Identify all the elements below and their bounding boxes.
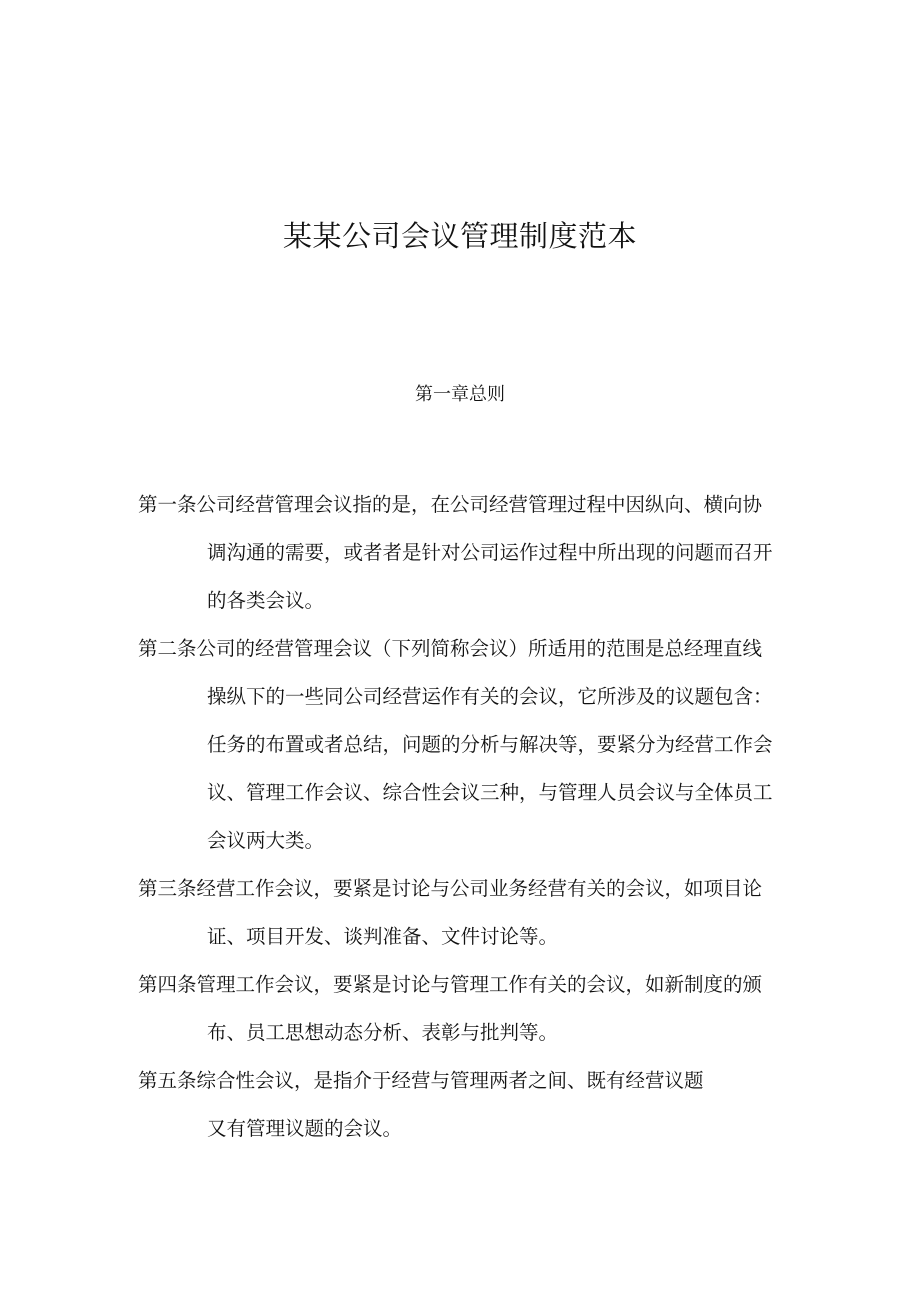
- article-line: 第五条综合性会议，是指介于经营与管理两者之间、既有经营议题: [138, 1069, 704, 1092]
- article-line: 操纵下的一些同公司经营运作有关的会议，它所涉及的议题包含：: [207, 685, 773, 708]
- article-line: 的各类会议。: [207, 589, 325, 612]
- article-line: 第三条经营工作会议，要紧是讨论与公司业务经营有关的会议，如项目论: [138, 877, 763, 900]
- article-line: 证、项目开发、谈判准备、文件讨论等。: [207, 925, 559, 948]
- article-line: 第一条公司经营管理会议指的是，在公司经营管理过程中因纵向、横向协: [138, 493, 763, 516]
- article-line: 任务的布置或者总结，问题的分析与解决等，要紧分为经营工作会: [207, 733, 773, 756]
- article-line: 布、员工思想动态分析、表彰与批判等。: [207, 1021, 559, 1044]
- document-title: 某某公司会议管理制度范本: [282, 219, 637, 253]
- article-1: [138, 492, 818, 614]
- chapter-heading: 第一章总则: [415, 384, 505, 405]
- article-2: [138, 636, 818, 854]
- article-line: 第二条公司的经营管理会议（下列简称会议）所适用的范围是总经理直线: [138, 637, 763, 660]
- article-list: [138, 492, 818, 1151]
- article-line: 会议两大类。: [207, 829, 325, 852]
- article-line: 第四条管理工作会议，要紧是讨论与管理工作有关的会议，如新制度的颁: [138, 973, 763, 996]
- article-3: [138, 876, 818, 950]
- article-line: 议、管理工作会议、综合性会议三种，与管理人员会议与全体员工: [207, 781, 773, 804]
- article-line: 调沟通的需要，或者者是针对公司运作过程中所出现的问题而召开: [207, 541, 773, 564]
- article-line: 又有管理议题的会议。: [207, 1117, 403, 1140]
- article-5: [138, 1068, 818, 1142]
- article-4: [138, 972, 818, 1046]
